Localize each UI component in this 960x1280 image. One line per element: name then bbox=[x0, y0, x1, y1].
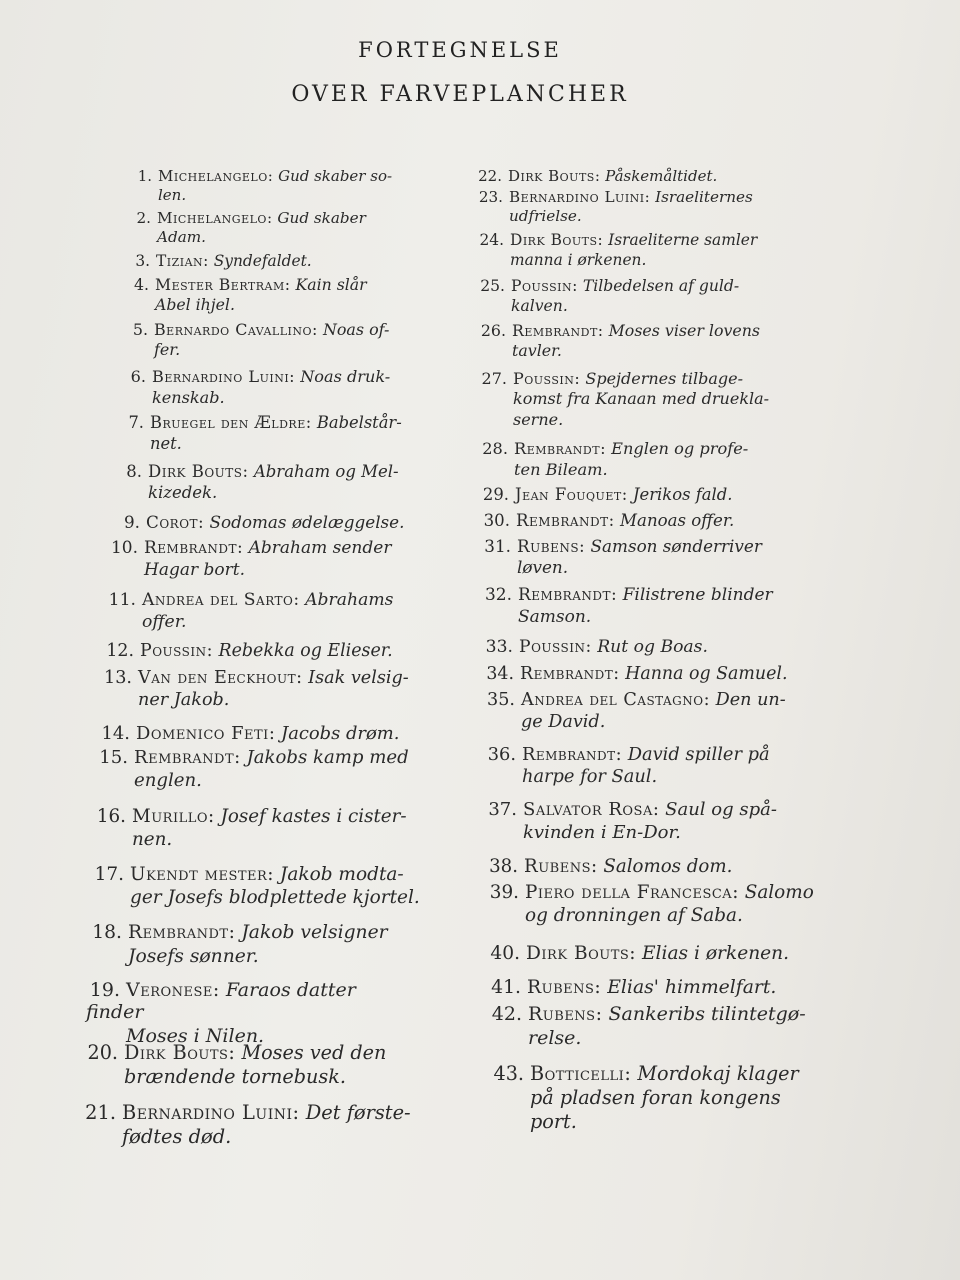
work-title: Moses ved den bbox=[235, 1041, 387, 1064]
work-title: Salomo bbox=[738, 882, 814, 903]
list-item bbox=[86, 980, 416, 1048]
artist-name: Murillo: bbox=[132, 806, 215, 827]
work-title: David spiller på bbox=[622, 744, 770, 765]
work-title: Rebekka og Elieser. bbox=[212, 641, 393, 661]
work-title-continued: net. bbox=[150, 433, 182, 453]
item-number: 27. bbox=[481, 369, 507, 388]
work-title: Jakobs kamp med bbox=[240, 747, 409, 768]
item-number: 42. bbox=[491, 1003, 522, 1025]
work-title-continued: løven. bbox=[517, 557, 569, 578]
work-title-continued: englen. bbox=[134, 769, 202, 791]
artist-name: Piero della Francesca: bbox=[525, 882, 739, 903]
work-title-continued: kizedek. bbox=[148, 482, 218, 502]
list-item bbox=[487, 977, 827, 999]
work-title: Sankeribs tilintetgø- bbox=[602, 1003, 806, 1025]
artist-name: Rembrandt: bbox=[516, 511, 615, 530]
artist-name: Rembrandt: bbox=[520, 664, 620, 684]
item-number: 23. bbox=[478, 188, 503, 206]
list-item bbox=[490, 1063, 830, 1133]
work-title: Manoas offer. bbox=[614, 511, 735, 530]
work-title: Salomos dom. bbox=[597, 856, 733, 877]
item-number: 25. bbox=[480, 277, 505, 295]
artist-name: Botticelli: bbox=[530, 1062, 632, 1085]
work-title-continued: offer. bbox=[142, 611, 187, 632]
artist-name: Rembrandt: bbox=[514, 439, 607, 458]
work-title: Hanna og Samuel. bbox=[619, 664, 788, 684]
item-number: 30. bbox=[483, 511, 510, 530]
list-item bbox=[94, 748, 424, 792]
list-item bbox=[90, 864, 420, 909]
item-number: 34. bbox=[486, 664, 514, 684]
work-title-continued: Josefs sønner. bbox=[128, 945, 259, 967]
work-title-continued: komst fra Kanaan med druekla- bbox=[513, 389, 770, 409]
item-number: 40. bbox=[490, 943, 520, 964]
item-number: 13. bbox=[104, 668, 132, 688]
list-item bbox=[100, 641, 430, 661]
list-item bbox=[485, 882, 825, 926]
item-number: 17. bbox=[94, 864, 124, 885]
work-title: Englen og profe- bbox=[606, 439, 749, 458]
work-title-continued: tavler. bbox=[512, 341, 562, 361]
work-title: Elias' himmelfart. bbox=[601, 977, 777, 998]
work-title-continued: nen. bbox=[132, 829, 173, 851]
item-number: 18. bbox=[92, 922, 122, 943]
list-item bbox=[486, 943, 826, 964]
artist-name: Bernardino Luini: bbox=[509, 188, 651, 206]
work-title-continued: port. bbox=[530, 1110, 577, 1134]
work-title-continued: Abel ihjel. bbox=[155, 295, 235, 315]
artist-name: Rubens: bbox=[517, 536, 586, 556]
item-number: 26. bbox=[480, 321, 506, 340]
item-number: 1. bbox=[137, 167, 152, 185]
artist-name: Dirk Bouts: bbox=[148, 462, 249, 481]
work-title-continued: fødtes død. bbox=[122, 1125, 232, 1149]
item-number: 12. bbox=[106, 641, 134, 661]
work-title: Jerikos fald. bbox=[627, 485, 733, 504]
list-item bbox=[115, 276, 445, 314]
work-title: Jakob velsigner bbox=[235, 922, 388, 943]
artist-name: Poussin: bbox=[519, 637, 592, 657]
list-item bbox=[96, 724, 426, 745]
artist-name: Michelangelo: bbox=[158, 167, 274, 185]
artist-name: Rubens: bbox=[527, 977, 602, 998]
artist-name: Dirk Bouts: bbox=[508, 167, 601, 185]
work-title: Moses viser lovens bbox=[603, 321, 761, 340]
item-number: 36. bbox=[487, 744, 516, 765]
work-title: Filistrene blinder bbox=[617, 585, 773, 605]
item-number: 7. bbox=[128, 413, 144, 432]
list-item bbox=[471, 278, 811, 316]
work-title-continued: kalven. bbox=[511, 296, 568, 315]
artist-name: Rembrandt: bbox=[522, 744, 623, 765]
work-title: Sodomas ødelæggelse. bbox=[204, 512, 405, 532]
work-title: Mordokaj klager bbox=[631, 1062, 799, 1085]
item-number: 8. bbox=[126, 462, 142, 481]
list-item bbox=[481, 690, 821, 732]
item-number: 6. bbox=[130, 367, 146, 386]
list-item bbox=[478, 586, 818, 627]
list-item bbox=[473, 370, 813, 429]
artist-name: Bruegel den Ældre: bbox=[150, 413, 312, 432]
work-title-continued: ger Josefs blodplettede kjortel. bbox=[130, 887, 420, 909]
page-title: FORTEGNELSE bbox=[358, 38, 562, 62]
list-item bbox=[470, 232, 810, 269]
artist-name: Dirk Bouts: bbox=[124, 1041, 236, 1064]
item-number: 11. bbox=[108, 590, 136, 610]
work-title: Gud skaber bbox=[272, 209, 366, 227]
work-title-continued: brændende tornebusk. bbox=[124, 1065, 346, 1089]
work-title-continued: harpe for Saul. bbox=[522, 766, 658, 788]
artist-name: Poussin: bbox=[513, 369, 581, 388]
work-title: Saul og spå- bbox=[659, 799, 777, 820]
list-item bbox=[116, 253, 446, 271]
item-number: 29. bbox=[482, 485, 509, 504]
artist-name: Bernardino Luini: bbox=[122, 1101, 300, 1124]
item-number: 4. bbox=[134, 275, 149, 294]
work-title-continued: serne. bbox=[513, 409, 564, 429]
artist-name: Andrea del Castagno: bbox=[521, 690, 711, 710]
list-item bbox=[92, 806, 422, 850]
item-number: 22. bbox=[478, 167, 502, 185]
work-title: Jakob modta- bbox=[274, 864, 404, 885]
work-title: Påskemåltidet. bbox=[600, 167, 718, 185]
list-item bbox=[477, 537, 817, 578]
item-number: 31. bbox=[484, 536, 511, 556]
artist-name: Rubens: bbox=[524, 856, 598, 877]
list-item bbox=[474, 440, 814, 479]
work-title: Noas druk- bbox=[295, 367, 391, 386]
work-title: Israeliternes bbox=[650, 188, 753, 206]
item-number: 16. bbox=[96, 806, 126, 827]
item-number: 19. bbox=[89, 979, 120, 1001]
list-item bbox=[476, 511, 816, 530]
work-title: Isak velsig- bbox=[302, 668, 409, 688]
work-title: Babelstår- bbox=[311, 413, 402, 432]
artist-name: Rembrandt: bbox=[134, 747, 241, 768]
list-item bbox=[98, 668, 428, 710]
work-title-continued: og dronningen af Saba. bbox=[525, 905, 743, 927]
list-item bbox=[106, 513, 436, 532]
work-title: Tilbedelsen af guld- bbox=[577, 277, 740, 295]
artist-name: Van den Eeckhout: bbox=[138, 668, 303, 688]
item-number: 2. bbox=[136, 209, 151, 227]
work-title-continued: fer. bbox=[154, 340, 181, 360]
list-item bbox=[84, 1042, 414, 1088]
work-title: Den un- bbox=[710, 690, 786, 710]
artist-name: Poussin: bbox=[511, 277, 578, 295]
list-item bbox=[110, 414, 440, 453]
artist-name: Jean Fouquet: bbox=[515, 485, 628, 504]
work-title: Josef kastes i cister- bbox=[214, 806, 407, 827]
list-item bbox=[108, 463, 438, 503]
artist-name: Domenico Feti: bbox=[136, 723, 276, 744]
work-title-continued: len. bbox=[158, 186, 187, 205]
item-number: 10. bbox=[110, 538, 138, 558]
artist-name: Tizian: bbox=[156, 252, 209, 270]
work-title: Abrahams bbox=[299, 590, 394, 610]
work-title: Abraham og Mel- bbox=[248, 462, 399, 481]
list-item bbox=[484, 857, 824, 878]
artist-name: Michelangelo: bbox=[157, 209, 273, 227]
work-title: Gud skaber so- bbox=[273, 167, 393, 185]
work-title: Kain slår bbox=[290, 275, 367, 294]
list-item bbox=[88, 922, 418, 967]
artist-name: Dirk Bouts: bbox=[526, 943, 637, 964]
work-title: Faraos datter finder bbox=[86, 979, 356, 1023]
work-title-continued: på pladsen foran kongens bbox=[530, 1086, 781, 1110]
list-item bbox=[488, 1004, 828, 1050]
artist-name: Dirk Bouts: bbox=[510, 231, 604, 249]
item-number: 39. bbox=[489, 882, 519, 903]
list-item bbox=[482, 745, 822, 788]
artist-name: Rubens: bbox=[528, 1003, 603, 1025]
artist-name: Bernardino Luini: bbox=[152, 367, 296, 386]
page-subtitle: OVER FARVEPLANCHER bbox=[291, 82, 629, 107]
artist-name: Corot: bbox=[146, 512, 205, 532]
work-title-continued: udfrielse. bbox=[509, 207, 582, 226]
work-title-continued: Hagar bort. bbox=[144, 559, 245, 580]
list-item bbox=[469, 189, 809, 226]
work-title: Noas of- bbox=[317, 320, 390, 339]
list-item bbox=[483, 800, 823, 843]
work-title: Rut og Boas. bbox=[591, 637, 708, 657]
item-number: 21. bbox=[85, 1101, 116, 1124]
work-title: Jacobs drøm. bbox=[275, 723, 400, 744]
item-number: 37. bbox=[488, 799, 517, 820]
list-item bbox=[480, 664, 820, 684]
list-item bbox=[468, 168, 808, 185]
work-title: Det første- bbox=[299, 1101, 411, 1124]
work-title: Elias i ørkenen. bbox=[636, 943, 790, 964]
work-title: Israeliterne samler bbox=[603, 231, 758, 249]
work-title: Abraham sender bbox=[243, 538, 392, 558]
work-title-continued: ten Bileam. bbox=[514, 459, 608, 479]
item-number: 32. bbox=[484, 585, 512, 605]
list-item bbox=[104, 539, 434, 580]
item-number: 15. bbox=[99, 747, 128, 768]
work-title-continued: manna i ørkenen. bbox=[510, 250, 647, 269]
work-title: Samson sønderriver bbox=[585, 536, 762, 556]
work-title-continued: ner Jakob. bbox=[138, 690, 230, 711]
item-number: 24. bbox=[479, 231, 504, 249]
work-title: Spejdernes tilbage- bbox=[580, 369, 744, 388]
work-title-continued: Moses i Nilen. bbox=[126, 1024, 265, 1047]
artist-name: Mester Bertram: bbox=[155, 275, 291, 294]
artist-name: Poussin: bbox=[140, 641, 213, 661]
work-title-continued: ge David. bbox=[521, 712, 606, 733]
list-item bbox=[479, 638, 819, 658]
item-number: 14. bbox=[101, 723, 130, 744]
artist-name: Rembrandt: bbox=[128, 922, 236, 943]
list-item bbox=[112, 368, 442, 407]
artist-name: Andrea del Sarto: bbox=[142, 590, 300, 610]
item-number: 33. bbox=[485, 637, 513, 657]
work-title-continued: kenskab. bbox=[152, 387, 225, 407]
artist-name: Veronese: bbox=[126, 979, 220, 1001]
artist-name: Rembrandt: bbox=[518, 585, 618, 605]
artist-name: Salvator Rosa: bbox=[523, 799, 660, 820]
work-title: Syndefaldet. bbox=[208, 252, 312, 270]
work-title-continued: Adam. bbox=[157, 228, 206, 247]
list-item bbox=[472, 322, 812, 360]
item-number: 41. bbox=[491, 977, 521, 998]
item-number: 9. bbox=[123, 512, 140, 532]
work-title-continued: kvinden i En-Dor. bbox=[523, 821, 681, 843]
list-item bbox=[82, 1102, 412, 1149]
item-number: 43. bbox=[493, 1062, 524, 1085]
item-number: 5. bbox=[132, 320, 148, 339]
item-number: 38. bbox=[489, 856, 518, 877]
item-number: 28. bbox=[482, 439, 508, 458]
list-item bbox=[475, 486, 815, 505]
artist-name: Rembrandt: bbox=[144, 538, 244, 558]
item-number: 20. bbox=[87, 1041, 118, 1064]
work-title-continued: Samson. bbox=[518, 606, 592, 627]
item-number: 3. bbox=[135, 252, 150, 270]
list-item bbox=[117, 210, 447, 247]
artist-name: Rembrandt: bbox=[512, 321, 604, 340]
artist-name: Bernardo Cavallino: bbox=[154, 320, 318, 339]
list-item bbox=[102, 591, 432, 633]
item-number: 35. bbox=[487, 690, 515, 710]
list-item bbox=[114, 321, 444, 360]
list-item bbox=[118, 168, 448, 205]
artist-name: Ukendt mester: bbox=[130, 864, 275, 885]
work-title-continued: relse. bbox=[528, 1026, 582, 1049]
